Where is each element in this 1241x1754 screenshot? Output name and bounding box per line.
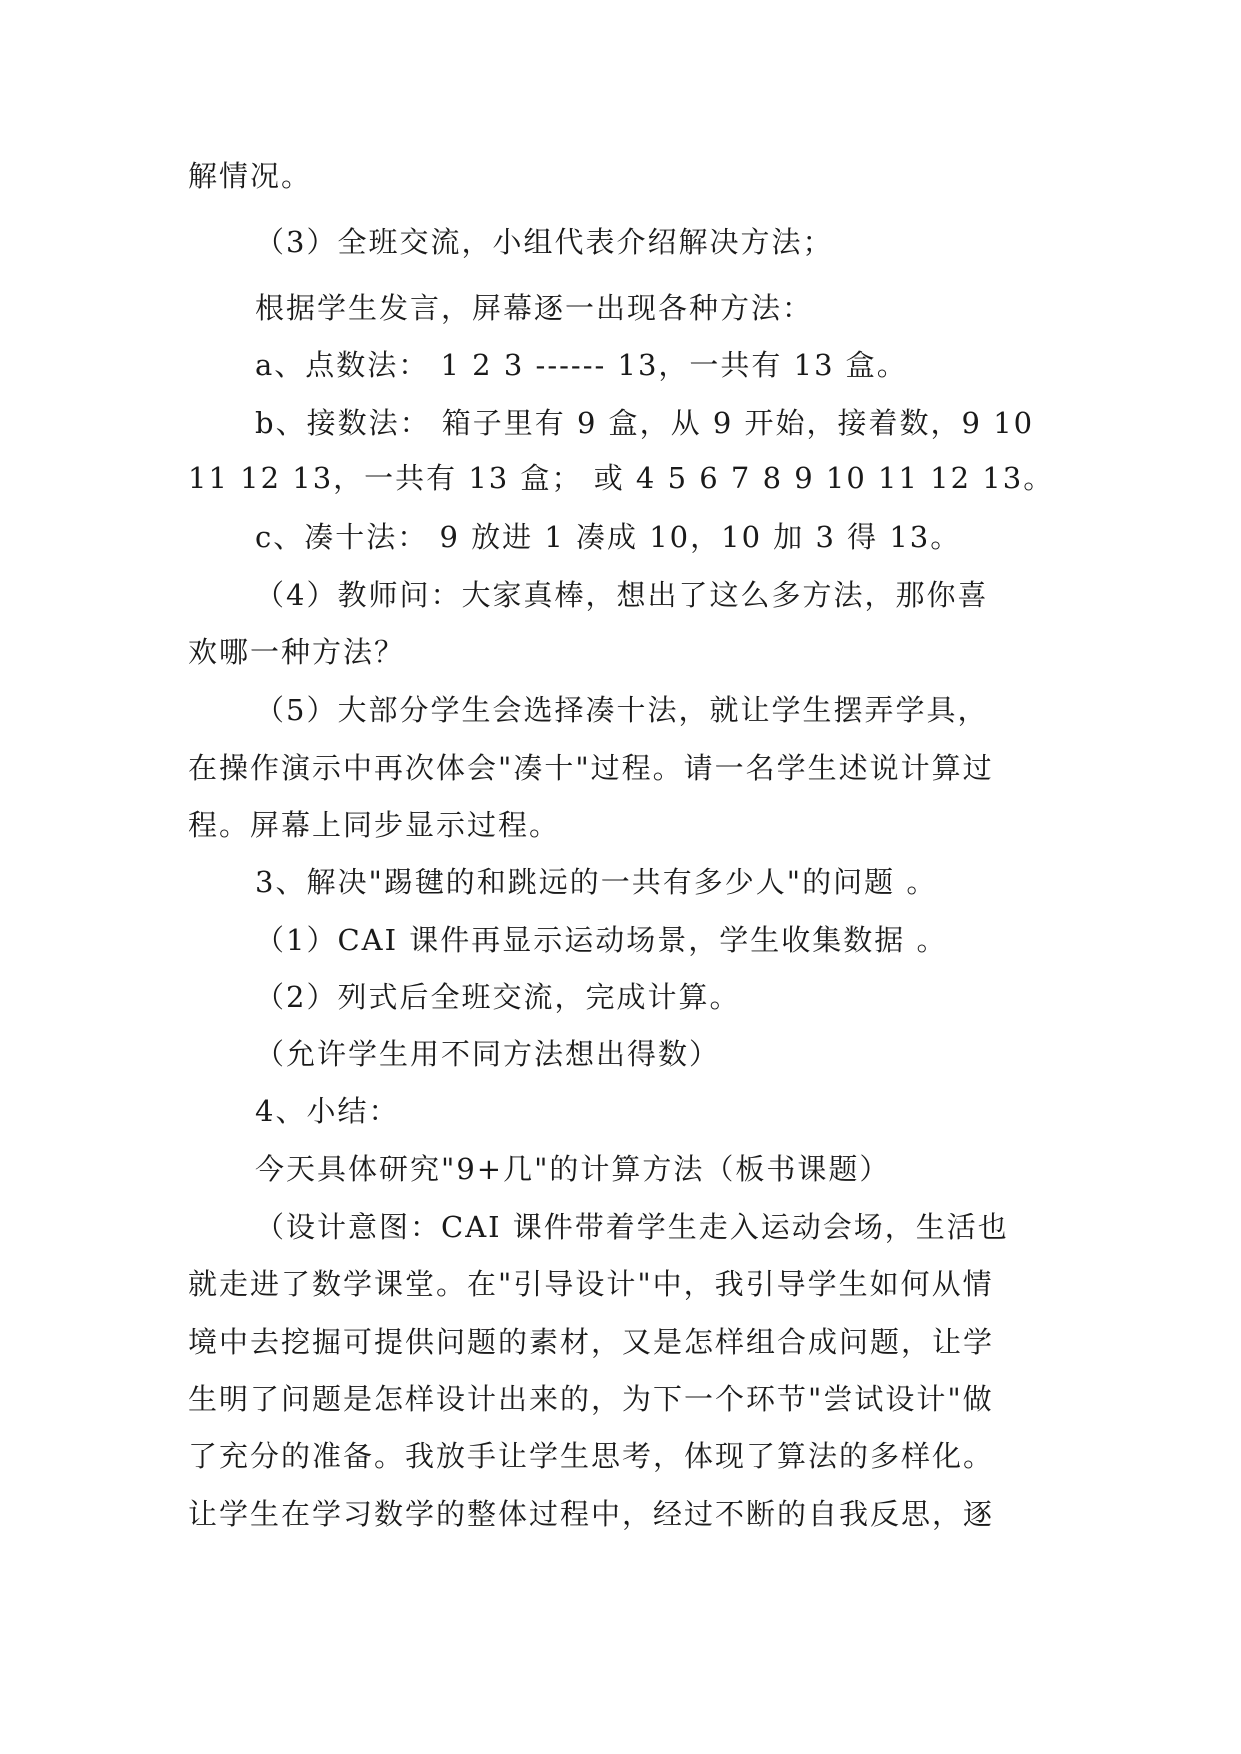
text-line-5: b、接数法： 箱子里有 9 盒，从 9 开始，接着数，9 10 bbox=[255, 406, 1035, 440]
text-line-24: 让学生在学习数学的整体过程中，经过不断的自我反思，逐 bbox=[188, 1497, 995, 1531]
text-line-19: （设计意图：CAI 课件带着学生走入运动会场，生活也 bbox=[255, 1210, 1009, 1244]
text-line-3: 根据学生发言，屏幕逐一出现各种方法： bbox=[255, 291, 814, 325]
text-line-4: a、点数法： 1 2 3 ------ 13，一共有 13 盒。 bbox=[255, 348, 908, 382]
text-line-23: 了充分的准备。我放手让学生思考，体现了算法的多样化。 bbox=[188, 1439, 995, 1473]
text-line-18: 今天具体研究"9+几"的计算方法（板书课题） bbox=[255, 1152, 891, 1186]
text-line-15: （2）列式后全班交流，完成计算。 bbox=[255, 980, 741, 1014]
text-line-7: c、凑十法： 9 放进 1 凑成 10，10 加 3 得 13。 bbox=[255, 520, 962, 554]
text-line-17: 4、小结： bbox=[255, 1094, 400, 1128]
text-line-2: （3）全班交流，小组代表介绍解决方法； bbox=[255, 225, 834, 259]
text-line-22: 生明了问题是怎样设计出来的，为下一个环节"尝试设计"做 bbox=[188, 1382, 994, 1416]
text-line-21: 境中去挖掘可提供问题的素材，又是怎样组合成问题，让学 bbox=[188, 1325, 995, 1359]
text-line-12: 程。屏幕上同步显示过程。 bbox=[188, 808, 561, 842]
text-line-10: （5）大部分学生会选择凑十法，就让学生摆弄学具， bbox=[255, 693, 989, 727]
text-line-6: 11 12 13，一共有 13 盒； 或 4 5 6 7 8 9 10 11 12 13。 bbox=[188, 461, 1055, 495]
text-line-1: 解情况。 bbox=[188, 159, 313, 193]
text-line-20: 就走进了数学课堂。在"引导设计"中，我引导学生如何从情 bbox=[188, 1267, 994, 1301]
text-line-16: （允许学生用不同方法想出得数） bbox=[255, 1037, 721, 1071]
text-line-13: 3、解决"踢毽的和跳远的一共有多少人"的问题 。 bbox=[255, 865, 938, 899]
text-line-9: 欢哪一种方法？ bbox=[188, 635, 406, 669]
text-line-11: 在操作演示中再次体会"凑十"过程。请一名学生述说计算过 bbox=[188, 751, 994, 785]
text-line-14: （1）CAI 课件再显示运动场景，学生收集数据 。 bbox=[255, 923, 948, 957]
text-line-8: （4）教师问：大家真棒，想出了这么多方法，那你喜 bbox=[255, 578, 989, 612]
